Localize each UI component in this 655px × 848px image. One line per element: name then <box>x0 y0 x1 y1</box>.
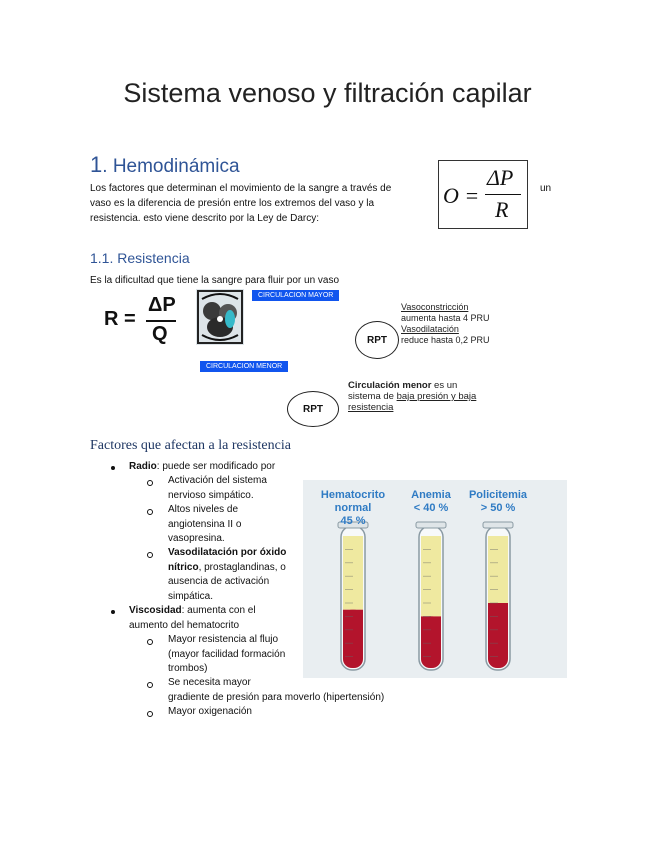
label-hematocrito: Hematocrito <box>320 489 386 501</box>
sub-line: vasopresina. <box>168 533 225 544</box>
sub-line: Mayor resistencia al flujo <box>168 634 279 645</box>
circ-menor-line2-b: baja presión y baja <box>396 391 477 402</box>
circ-menor-line1 <box>348 380 476 391</box>
vasoconstriccion-label: Vasoconstricción <box>401 302 469 312</box>
viscosidad-text: : aumenta con el <box>181 605 256 616</box>
vaso-bold-2: nítrico <box>168 561 199 573</box>
sub-line: Altos niveles de <box>168 504 239 515</box>
vaso-bold-1: Vasodilatación por óxido <box>168 547 287 558</box>
radio-text: : puede ser modificado por <box>156 461 276 472</box>
circulacion-menor-note <box>348 380 476 413</box>
formula-denominator: R <box>495 197 509 222</box>
blood-layer-top <box>343 610 363 622</box>
circ-menor-bold: Circulación menor <box>348 380 432 391</box>
radio-label: Radio <box>129 461 157 472</box>
bullet-ring <box>147 639 153 645</box>
bullet-ring <box>147 682 153 688</box>
formula-numerator: ΔP <box>487 165 514 190</box>
resistance-equals: = <box>124 308 136 330</box>
circulacion-menor-tag: CIRCULACION MENOR <box>200 361 288 372</box>
formula-equals: = <box>464 183 480 208</box>
circulacion-mayor-tag: CIRCULACION MAYOR <box>252 290 339 301</box>
label-policitemia: Policitemia <box>468 489 528 501</box>
sub-line: simpática. <box>168 590 214 602</box>
radio-item <box>129 460 275 475</box>
bullet-ring <box>147 711 153 717</box>
sub-line: angiotensina II o <box>168 518 242 530</box>
vasodilatacion-label: Vasodilatación <box>401 324 459 334</box>
section-number: 1 <box>90 152 103 177</box>
tubes-svg <box>303 480 567 678</box>
hemodinamica-paragraph <box>90 181 430 226</box>
label-anemia: Anemia <box>411 489 451 501</box>
resistance-denominator: Q <box>152 323 168 345</box>
bullet-ring <box>147 480 153 486</box>
circ-menor-line3: resistencia <box>348 402 394 413</box>
visc-sub-item <box>168 633 285 677</box>
viscosidad-item <box>129 604 256 633</box>
plasma-layer <box>488 536 508 603</box>
sub-line: trombos) <box>168 663 208 674</box>
tube-rim <box>483 522 513 528</box>
resistance-lhs <box>104 308 136 331</box>
resistance-formula <box>104 290 184 350</box>
factores-heading: Factores que afectan a la resistencia <box>90 438 291 453</box>
paragraph-line: Los factores que determinan el movimiento de la sangre a través de <box>90 183 392 194</box>
sub-line: Se necesita mayor <box>168 677 251 688</box>
side-word: un <box>540 183 552 194</box>
label-lt40: < 40 % <box>413 502 449 514</box>
bullet-ring <box>147 552 153 558</box>
vaso-rest-2: , prostaglandinas, o <box>198 561 286 573</box>
radio-sub-item <box>168 503 241 547</box>
section-title: Hemodinámica <box>112 156 240 177</box>
rpt-circle: RPT <box>355 321 399 359</box>
visc-sub-item <box>168 705 252 720</box>
circ-menor-line2-a: sistema de <box>348 391 397 402</box>
heart-circulation-icon <box>196 289 244 345</box>
sub-line: aumento del hematocrito <box>129 619 240 631</box>
fraction-line <box>485 194 521 195</box>
formula-lhs-symbol: O <box>443 183 459 208</box>
blood-layer-top <box>421 616 441 628</box>
resistance-numerator: ΔP <box>148 294 176 316</box>
section-number-dot: . <box>102 156 113 177</box>
page-title: Sistema venoso y filtración capilar <box>123 78 532 108</box>
label-45: 45 % <box>340 515 366 527</box>
radio-sub-item <box>168 474 267 503</box>
sub-line: nervioso simpático. <box>168 489 254 501</box>
hematocrit-tubes-figure <box>303 480 567 678</box>
section-heading-hemodinamica <box>90 152 240 178</box>
paragraph-line: resistencia. esto viene descrito por la Ley de Darcy: <box>90 213 319 224</box>
visc-sub-item <box>168 676 384 705</box>
resistencia-description: Es la dificultad que tiene la sangre para fluir por un vaso <box>90 275 340 286</box>
sub-line: ausencia de activación <box>168 576 270 587</box>
vaso-notes <box>401 302 490 346</box>
vasodilatacion-item <box>168 546 286 604</box>
tube-rim <box>416 522 446 528</box>
sub-line: Mayor oxigenación <box>168 706 252 717</box>
label-gt50: > 50 % <box>480 502 516 514</box>
circulation-diagram-image <box>196 289 244 345</box>
vasodilatacion-detail: reduce hasta 0,2 PRU <box>401 335 490 345</box>
resistance-symbol: R <box>104 308 119 330</box>
plasma-layer <box>343 536 363 610</box>
resistance-fraction-line <box>146 320 176 322</box>
bullet-ring <box>147 509 153 515</box>
formula-lhs <box>443 183 479 209</box>
blood-layer-top <box>488 603 508 615</box>
circ-menor-rest: es un <box>431 380 458 391</box>
bullet-dot <box>111 466 115 470</box>
rpt-circle-2: RPT <box>287 391 339 427</box>
viscosidad-label: Viscosidad <box>129 605 182 616</box>
darcy-formula <box>438 160 528 229</box>
bullet-dot <box>111 610 115 614</box>
sub-line: Activación del sistema <box>168 475 267 486</box>
vasoconstriccion-detail: aumenta hasta 4 PRU <box>401 313 490 323</box>
circ-menor-line2 <box>348 391 476 402</box>
sub-line: (mayor facilidad formación <box>168 648 286 660</box>
label-normal: normal <box>334 502 372 514</box>
paragraph-line: vaso es la diferencia de presión entre los extremos del vaso y la <box>90 198 375 209</box>
section-heading-resistencia: 1.1. Resistencia <box>90 250 190 266</box>
sub-line: gradiente de presión para moverlo (hipertensión) <box>168 691 385 703</box>
